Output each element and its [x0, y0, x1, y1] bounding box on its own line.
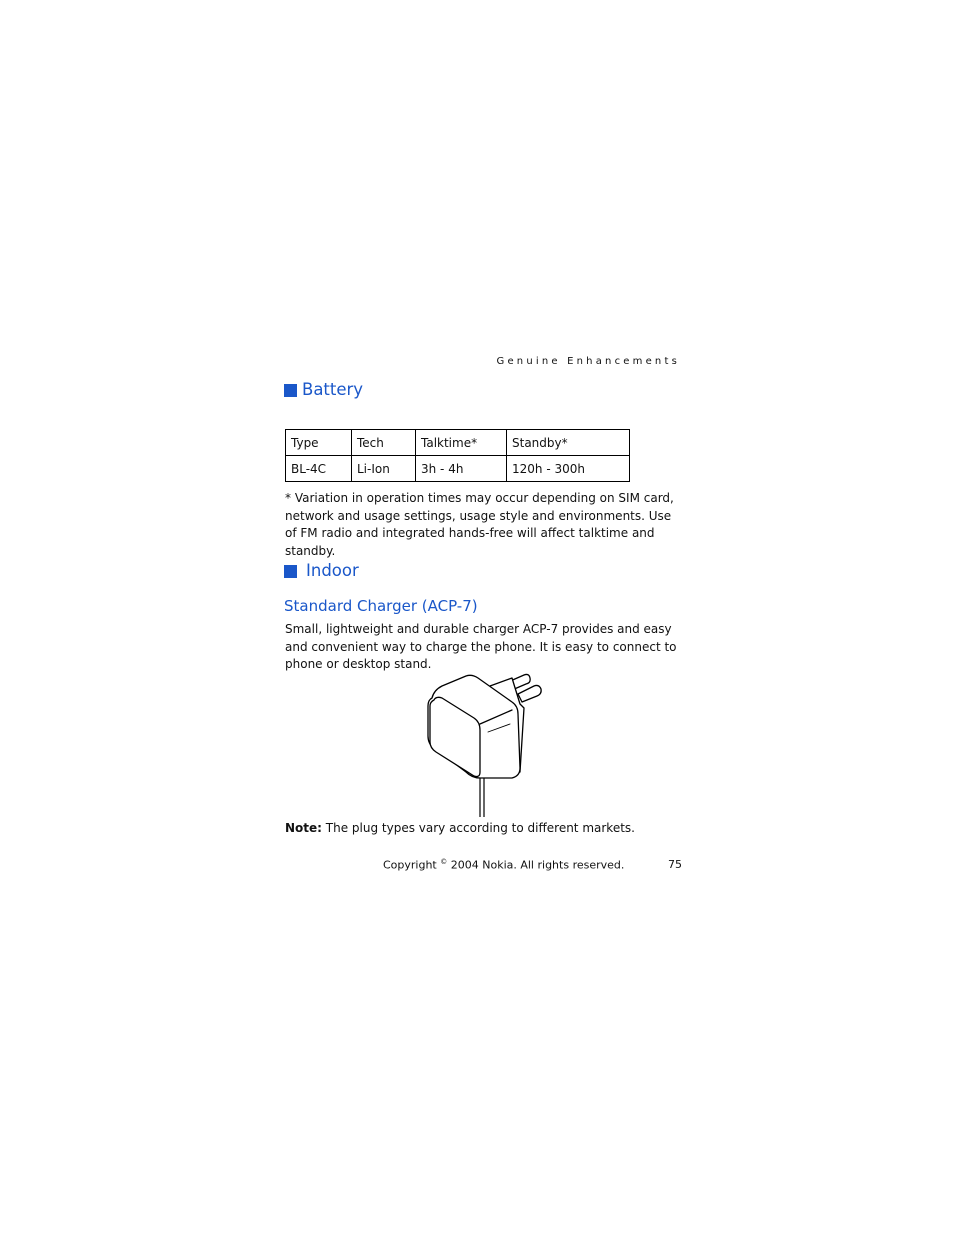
copyright-suffix: 2004 Nokia. All rights reserved.	[447, 858, 625, 872]
copyright-notice	[383, 858, 624, 872]
table-cell: Li-Ion	[352, 456, 416, 482]
charger-subheading: Standard Charger (ACP-7)	[284, 597, 478, 615]
note-text: The plug types vary according to different markets.	[321, 821, 635, 835]
plug-note	[285, 821, 635, 835]
table-cell: BL-4C	[286, 456, 352, 482]
indoor-heading-text: Indoor	[306, 561, 359, 580]
table-cell: 120h - 300h	[507, 456, 630, 482]
table-row	[286, 456, 630, 482]
battery-spec-table	[285, 429, 630, 482]
table-header-cell: Type	[286, 430, 352, 456]
table-header-cell: Standby*	[507, 430, 630, 456]
battery-footnote: * Variation in operation times may occur depending on SIM card, network and usage settings, usage style and environments. Use of FM radio and integrated hands-free will affect talktime and standby.	[285, 491, 674, 558]
charger-illustration-icon	[420, 672, 550, 820]
table-header-cell: Talktime*	[416, 430, 507, 456]
note-label: Note:	[285, 821, 322, 835]
copyright-symbol: ©	[440, 858, 448, 866]
copyright-prefix: Copyright	[383, 858, 441, 872]
indoor-heading	[284, 561, 359, 581]
section-square-icon	[284, 384, 297, 397]
page-number: 75	[668, 858, 682, 871]
table-header-cell: Tech	[352, 430, 416, 456]
running-header: Genuine Enhancements	[496, 356, 680, 367]
battery-heading-text: Battery	[302, 380, 364, 399]
battery-heading	[284, 380, 363, 400]
table-header-row	[286, 430, 630, 456]
table-cell: 3h - 4h	[416, 456, 507, 482]
charger-description: Small, lightweight and durable charger ACP-7 provides and easy and convenient way to charge the phone. It is easy to connect to phone or desktop stand.	[285, 622, 677, 672]
section-square-icon	[284, 565, 297, 578]
